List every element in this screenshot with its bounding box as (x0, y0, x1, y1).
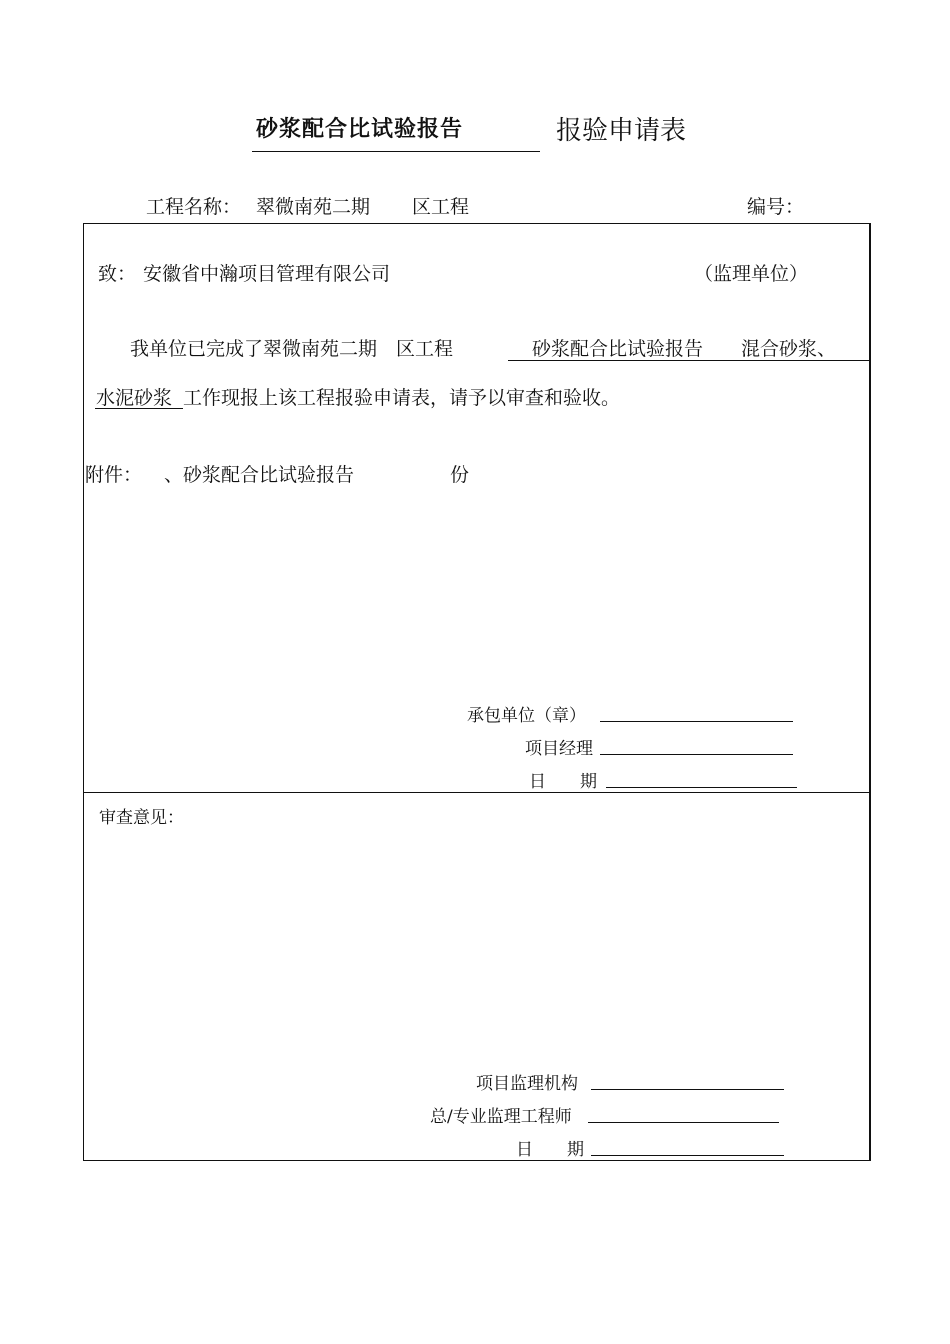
project-manager-label: 项目经理 (525, 739, 593, 759)
project-name-label: 工程名称： (146, 196, 242, 218)
page-title-suffix: 报验申请表 (556, 116, 687, 146)
body-fill-cement: 水泥砂浆 (96, 387, 173, 409)
review-date-label: 日 期 (516, 1140, 584, 1160)
review-date-line (591, 1155, 784, 1156)
number-label: 编号： (747, 196, 805, 218)
attachment-unit: 份 (450, 464, 470, 486)
review-label: 审查意见： (99, 808, 184, 828)
supervisor-tag: （监理单位） (694, 263, 809, 285)
contractor-seal-label: 承包单位（章） (467, 706, 586, 726)
body-fill-report: 砂浆配合比试验报告 混合砂浆、 (532, 338, 837, 360)
title-underline (252, 151, 540, 152)
supervision-org-label: 项目监理机构 (476, 1074, 578, 1094)
to-label: 致： (98, 263, 137, 285)
body-text-prefix: 我单位已完成了翠微南苑二期 区工程 (130, 338, 454, 360)
project-name-suffix: 区工程 (412, 196, 470, 218)
project-name-value: 翠微南苑二期 (256, 196, 371, 218)
body-text-suffix: 工作现报上该工程报验申请表，请予以审查和验收。 (183, 387, 621, 409)
contractor-date-label: 日 期 (529, 772, 597, 792)
page-title: 砂浆配合比试验报告 (256, 117, 464, 142)
chief-engineer-label: 总/专业监理工程师 (430, 1107, 572, 1127)
body-fill-underline-1 (508, 360, 869, 361)
chief-engineer-line (588, 1122, 779, 1123)
body-fill-underline-2 (95, 408, 183, 409)
contractor-date-line (606, 787, 797, 788)
supervision-org-line (591, 1089, 784, 1090)
contractor-seal-line (600, 721, 793, 722)
attachment-label: 附件： (85, 464, 143, 486)
project-manager-line (600, 754, 793, 755)
to-recipient: 安徽省中瀚项目管理有限公司 (143, 263, 391, 285)
attachment-item: 、砂浆配合比试验报告 (164, 464, 355, 486)
